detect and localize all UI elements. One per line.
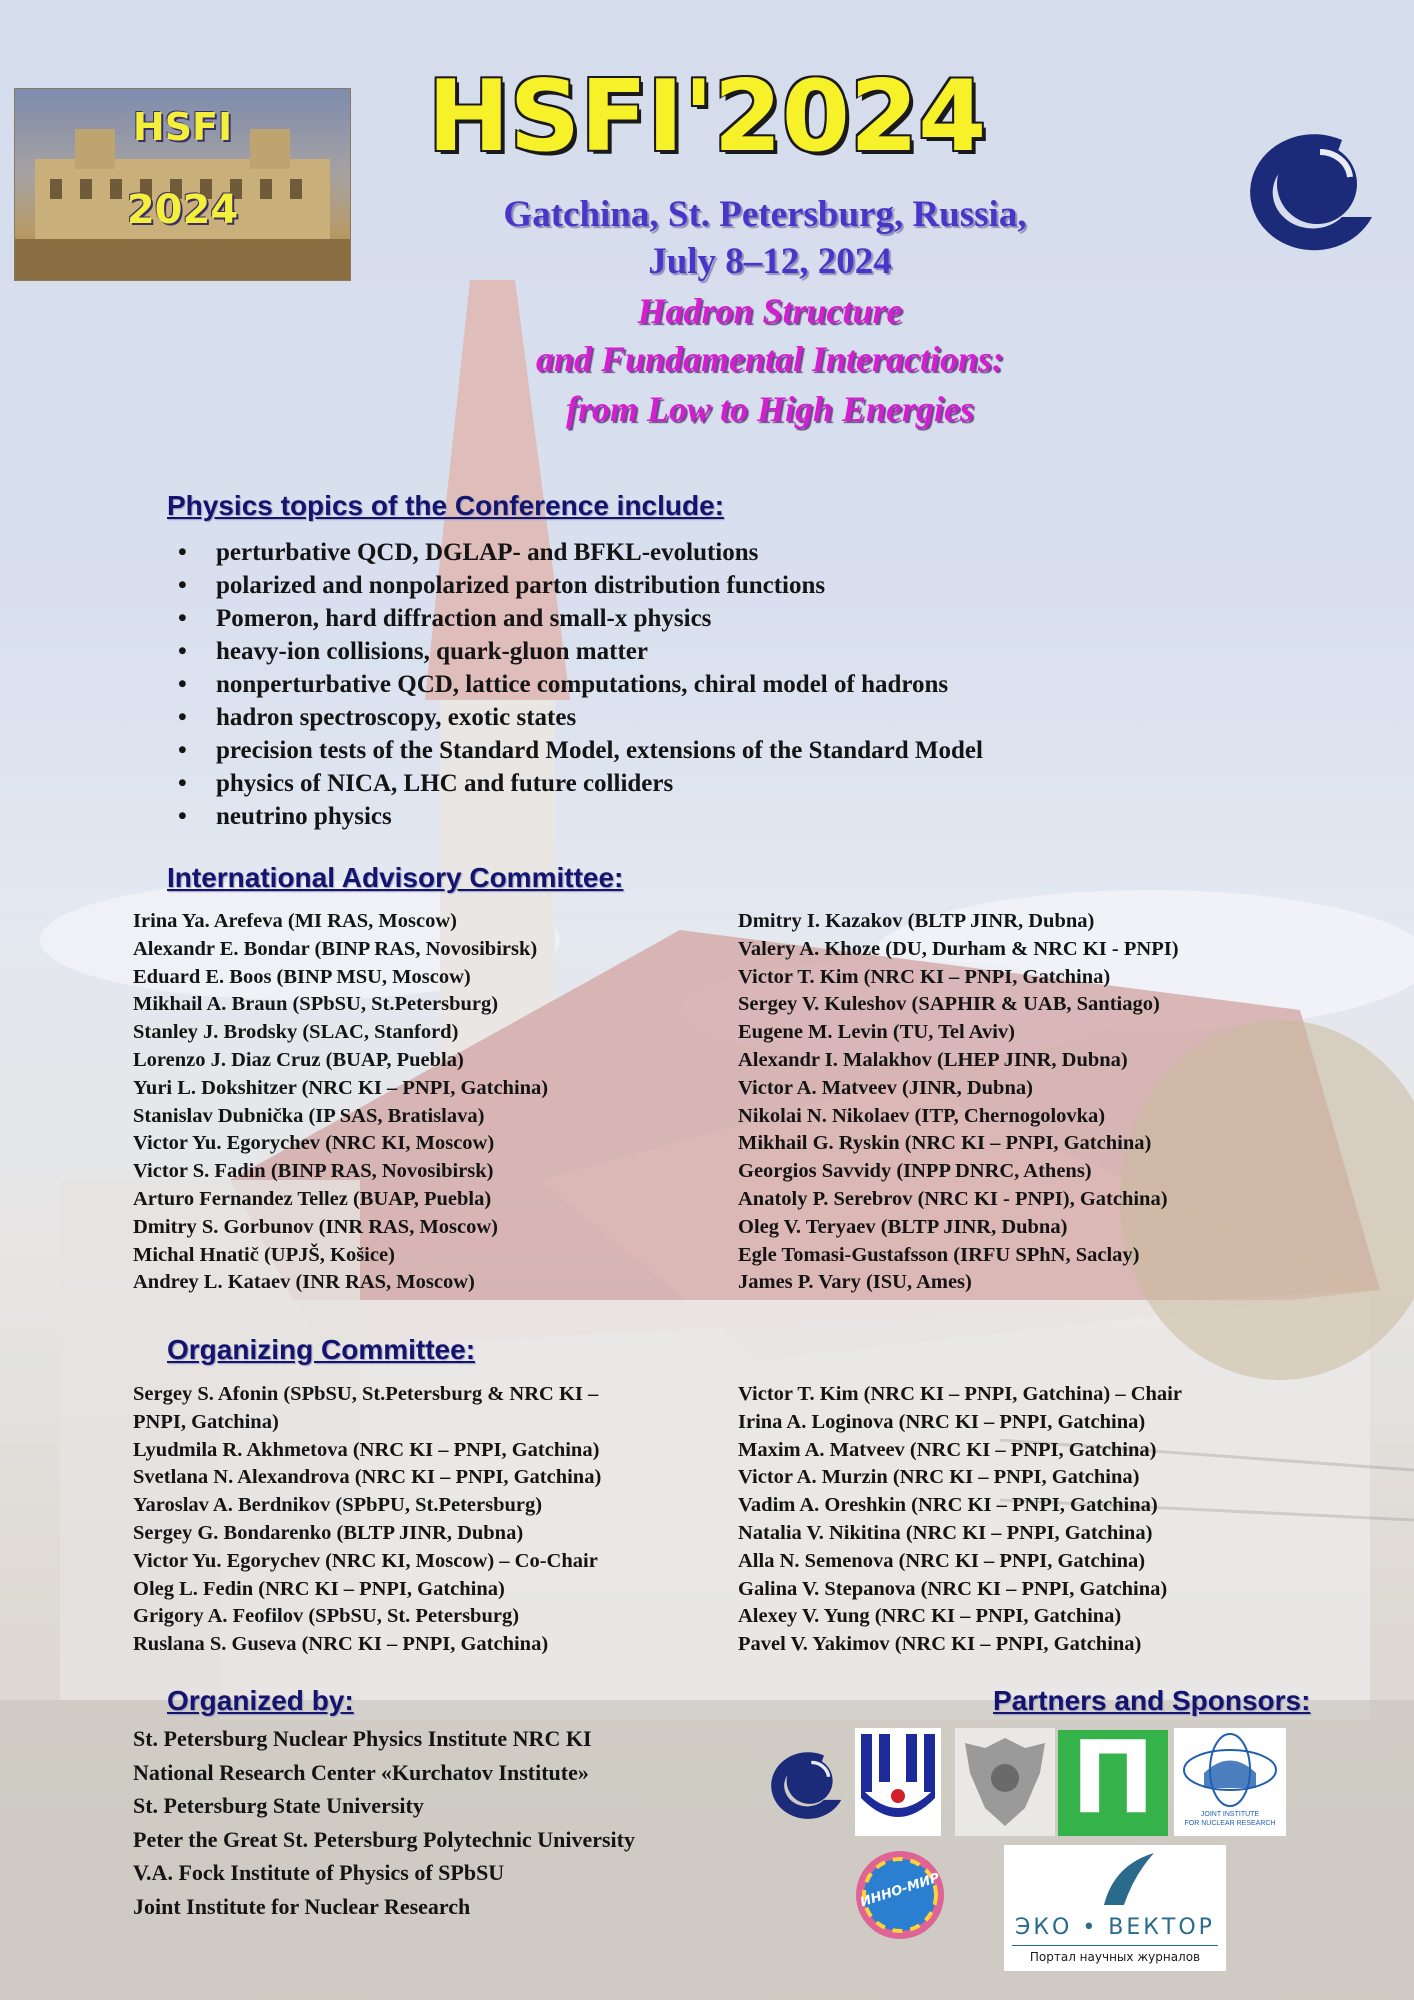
member-entry: Alexandr E. Bondar (BINP RAS, Novosibirsk) xyxy=(133,937,538,960)
member-entry: Dmitry S. Gorbunov (INR RAS, Moscow) xyxy=(133,1215,499,1238)
pi-symbol: Π xyxy=(1071,1719,1155,1836)
thumbnail-label-hsfi: HSFI xyxy=(132,105,233,149)
member-entry: Alexandr I. Malakhov (LHEP JINR, Dubna) xyxy=(738,1048,1128,1071)
theme-line-1: Hadron Structure xyxy=(637,291,903,331)
pnpi-small-logo xyxy=(755,1740,847,1828)
organizers-list xyxy=(133,1722,635,1923)
member-entry: Ruslana S. Guseva (NRC KI – PNPI, Gatchina) xyxy=(133,1633,549,1656)
member-entry: Sergey G. Bondarenko (BLTP JINR, Dubna) xyxy=(133,1521,524,1544)
member-entry: Galina V. Stepanova (NRC KI – PNPI, Gatchina) xyxy=(738,1577,1168,1600)
member-entry: Irina Ya. Arefeva (MI RAS, Moscow) xyxy=(133,910,457,932)
topic-item: • polarized and nonpolarized parton distribution functions xyxy=(178,569,983,602)
member-entry: Yuri L. Dokshitzer (NRC KI – PNPI, Gatchina) xyxy=(133,1076,549,1099)
member-entry: Stanley J. Brodsky (SLAC, Stanford) xyxy=(133,1021,459,1044)
topics-list xyxy=(178,536,983,833)
member-entry: Lyudmila R. Akhmetova (NRC KI – PNPI, Gatchina) xyxy=(133,1438,600,1461)
organizer-item: St. Petersburg State University xyxy=(133,1793,424,1818)
advisory-heading: International Advisory Committee: xyxy=(167,862,624,893)
partners-heading: Partners and Sponsors: xyxy=(993,1685,1311,1716)
jinr-logo xyxy=(1174,1728,1286,1836)
organizer-item: National Research Center «Kurchatov Institute» xyxy=(133,1759,589,1785)
conference-location: Gatchina, St. Petersburg, Russia, xyxy=(503,194,1027,235)
member-entry: Georgios Savvidy (INPP DNRC, Athens) xyxy=(738,1160,1092,1183)
organizer-item: Peter the Great St. Petersburg Polytechnic University xyxy=(133,1826,635,1852)
ekovektor-subtitle: Портал научных журналов xyxy=(1012,1945,1218,1968)
member-entry: Anatoly P. Serebrov (NRC KI - PNPI), Gatchina) xyxy=(738,1187,1168,1210)
member-entry: Sergey S. Afonin (SPbSU, St.Petersburg & NRC KI – xyxy=(133,1383,599,1405)
member-entry: Oleg V. Teryaev (BLTP JINR, Dubna) xyxy=(738,1215,1068,1238)
member-entry: Victor Yu. Egorychev (NRC KI, Moscow) xyxy=(133,1132,495,1155)
member-entry: Yaroslav A. Berdnikov (SPbPU, St.Petersburg) xyxy=(133,1494,543,1517)
organized-by-heading: Organized by: xyxy=(167,1685,354,1716)
topic-item: • heavy-ion collisions, quark-gluon matter xyxy=(178,635,983,668)
organizer-item: St. Petersburg Nuclear Physics Institute NRC KI xyxy=(133,1726,592,1751)
topic-item: • precision tests of the Standard Model, extensions of the Standard Model xyxy=(178,734,983,767)
conference-title: HSFI'2024 xyxy=(427,60,987,174)
member-entry: James P. Vary (ISU, Ames) xyxy=(738,1271,972,1294)
jinr-label-1: JOINT INSTITUTE xyxy=(1200,1811,1260,1818)
topic-item: • Pomeron, hard diffraction and small-x physics xyxy=(178,602,983,635)
member-entry: Grigory A. Feofilov (SPbSU, St. Petersburg) xyxy=(133,1605,520,1628)
member-entry: Victor Yu. Egorychev (NRC KI, Moscow) – Co-Chair xyxy=(133,1549,598,1572)
member-entry: Svetlana N. Alexandrova (NRC KI – PNPI, Gatchina) xyxy=(133,1466,602,1489)
member-entry: Arturo Fernandez Tellez (BUAP, Puebla) xyxy=(133,1187,492,1210)
member-entry: Mikhail G. Ryskin (NRC KI – PNPI, Gatchina) xyxy=(738,1132,1152,1155)
conference-dates: July 8–12, 2024 xyxy=(648,241,892,282)
advisory-right-column xyxy=(738,908,1179,1297)
member-entry: Vadim A. Oreshkin (NRC KI – PNPI, Gatchina) xyxy=(738,1494,1158,1517)
member-entry: PNPI, Gatchina) xyxy=(133,1410,279,1433)
member-entry: Victor A. Matveev (JINR, Dubna) xyxy=(738,1076,1033,1099)
topic-item: • physics of NICA, LHC and future colliders xyxy=(178,767,983,800)
innomir-logo xyxy=(850,1845,950,1945)
theme-line-3: from Low to High Energies xyxy=(565,389,975,429)
ekovektor-logo xyxy=(1004,1845,1226,1971)
topics-heading: Physics topics of the Conference include: xyxy=(167,490,725,521)
ekovektor-label: ЭКО • ВЕКТОР xyxy=(1015,1915,1215,1940)
organizing-right-column xyxy=(738,1381,1182,1659)
member-entry: Victor T. Kim (NRC KI – PNPI, Gatchina) – Chair xyxy=(738,1383,1182,1405)
spbsu-crest-logo xyxy=(955,1728,1055,1836)
member-entry: Eduard E. Boos (BINP MSU, Moscow) xyxy=(133,965,471,988)
member-entry: Sergey V. Kuleshov (SAPHIR & UAB, Santiago) xyxy=(738,993,1160,1016)
organizer-item: Joint Institute for Nuclear Research xyxy=(133,1893,471,1919)
innomir-label: ИННО-МИР xyxy=(858,1870,942,1911)
member-entry: Alla N. Semenova (NRC KI – PNPI, Gatchina) xyxy=(738,1549,1146,1572)
member-entry: Pavel V. Yakimov (NRC KI – PNPI, Gatchina) xyxy=(738,1633,1142,1656)
member-entry: Mikhail A. Braun (SPbSU, St.Petersburg) xyxy=(133,993,499,1016)
organizing-left-column xyxy=(133,1381,601,1659)
member-entry: Eugene M. Levin (TU, Tel Aviv) xyxy=(738,1021,1015,1044)
topic-item: • hadron spectroscopy, exotic states xyxy=(178,701,983,734)
member-entry: Valery A. Khoze (DU, Durham & NRC KI - PNPI) xyxy=(738,937,1179,960)
member-entry: Victor A. Murzin (NRC KI – PNPI, Gatchina) xyxy=(738,1466,1140,1489)
member-entry: Lorenzo J. Diaz Cruz (BUAP, Puebla) xyxy=(133,1048,464,1071)
topic-item: • neutrino physics xyxy=(178,800,983,833)
member-entry: Natalia V. Nikitina (NRC KI – PNPI, Gatchina) xyxy=(738,1521,1153,1544)
jinr-label-2: FOR NUCLEAR RESEARCH xyxy=(1184,1820,1276,1827)
topic-item: • nonperturbative QCD, lattice computations, chiral model of hadrons xyxy=(178,668,983,701)
polytech-pi-logo xyxy=(1058,1719,1168,1836)
thumbnail-label-year: 2024 xyxy=(126,187,239,233)
member-entry: Dmitry I. Kazakov (BLTP JINR, Dubna) xyxy=(738,910,1095,932)
topic-item: • perturbative QCD, DGLAP- and BFKL-evolutions xyxy=(178,536,983,569)
member-entry: Michal Hnatič (UPJŠ, Košice) xyxy=(133,1243,395,1266)
kurchatov-logo xyxy=(855,1728,941,1836)
member-entry: Egle Tomasi-Gustafsson (IRFU SPhN, Saclay) xyxy=(738,1243,1140,1266)
member-entry: Victor S. Fadin (BINP RAS, Novosibirsk) xyxy=(133,1160,494,1183)
member-entry: Andrey L. Kataev (INR RAS, Moscow) xyxy=(133,1271,475,1294)
advisory-left-column xyxy=(133,908,548,1297)
member-entry: Nikolai N. Nikolaev (ITP, Chernogolovka) xyxy=(738,1104,1106,1127)
theme-line-2: and Fundamental Interactions: xyxy=(535,339,1005,379)
member-entry: Maxim A. Matveev (NRC KI – PNPI, Gatchina) xyxy=(738,1438,1157,1461)
member-entry: Oleg L. Fedin (NRC KI – PNPI, Gatchina) xyxy=(133,1577,505,1600)
member-entry: Irina A. Loginova (NRC KI – PNPI, Gatchina) xyxy=(738,1410,1146,1433)
member-entry: Stanislav Dubnička (IP SAS, Bratislava) xyxy=(133,1104,485,1127)
organizing-heading: Organizing Committee: xyxy=(167,1334,476,1365)
member-entry: Alexey V. Yung (NRC KI – PNPI, Gatchina) xyxy=(738,1605,1122,1628)
member-entry: Victor T. Kim (NRC KI – PNPI, Gatchina) xyxy=(738,965,1111,988)
organizer-item: V.A. Fock Institute of Physics of SPbSU xyxy=(133,1860,505,1885)
